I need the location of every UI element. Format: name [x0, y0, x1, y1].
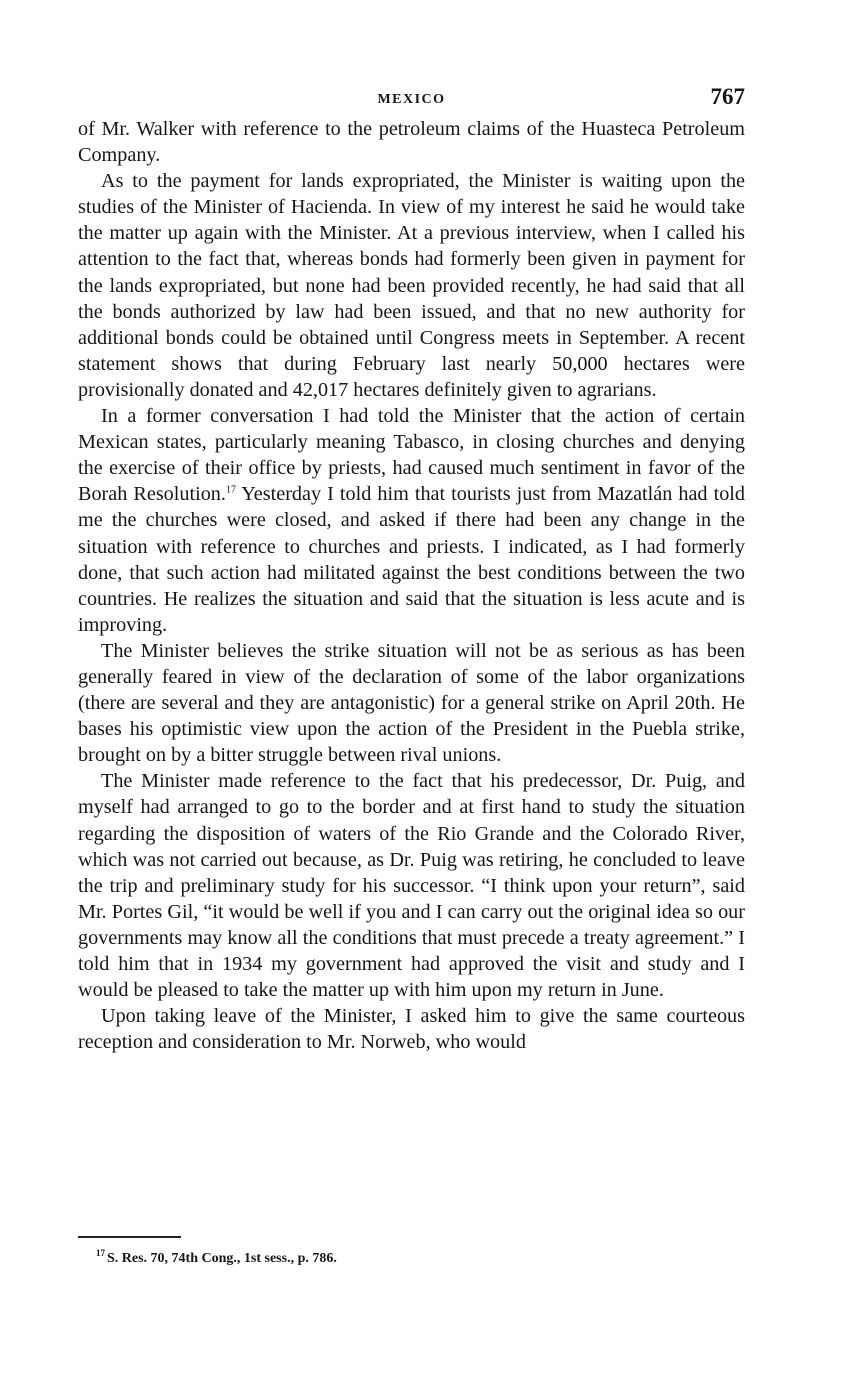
- page-number: 767: [710, 84, 745, 109]
- running-header: [78, 82, 745, 116]
- footnote-reference: 17: [225, 484, 236, 496]
- body-text: [78, 116, 745, 1055]
- running-title: MEXICO: [377, 92, 446, 107]
- footnote: [96, 1250, 337, 1268]
- paragraph-taking-leave: Upon taking leave of the Minister, I asked him to give the same courteous reception and consideration to Mr. Norweb, who would: [78, 1005, 745, 1054]
- paragraph-border-waters: The Minister made reference to the fact that his predecessor, Dr. Puig, and myself had arranged to go to the border and at first hand to study the situation regarding the disposition of waters of the Rio Grande and the Colorado River, which was not carried out because, as Dr. Puig was retiring, he concluded to leave the trip and preliminary study for his successor. “I think upon your return”, said Mr. Portes Gil, “it would be well if you and I can carry out the original idea so our governments may know all the conditions that must precede a treaty agreement.” I told him that in 1934 my government had approved the visit and study and I would be pleased to take the matter up with him upon my return in June.: [78, 770, 745, 1002]
- paragraph-continuation: of Mr. Walker with reference to the petroleum claims of the Huasteca Petroleum Company.: [78, 118, 745, 167]
- paragraph-strike-situation: The Minister believes the strike situation will not be as serious as has been generally feared in view of the declaration of some of the labor organizations (there are several and they are antagonistic) for a general strike on April 20th. He bases his optimistic view upon the action of the President in the Puebla strike, brought on by a bitter struggle between rival unions.: [78, 639, 745, 767]
- footnote-divider: [78, 1236, 181, 1238]
- paragraph-churches: [78, 403, 745, 638]
- paragraph-lands-expropriated: As to the payment for lands expropriated, the Minister is waiting upon the studies of the Minister of Hacienda. In view of my interest he said he would take the matter up again with the Minister. At a previous interview, when I called his attention to the fact that, whereas bonds had formerly been given in payment for the lands expropriated, but none had been provided recently, he had said that all the bonds authorized by law had been issued, and that no new authority for additional bonds could be obtained until Congress meets in September. A recent statement shows that during February last nearly 50,000 hectares were provisionally donated and 42,017 hectares definitely given to agrarians.: [78, 170, 745, 401]
- footnote-text: S. Res. 70, 74th Cong., 1st sess., p. 786.: [107, 1251, 337, 1266]
- paragraph-churches-part-2: Yesterday I told him that tourists just from Mazatlán had told me the churches were closed, and asked if there had been any change in the situation with reference to churches and priests. I indicated, as I had formerly done, that such action had militated against the best conditions between the two countries. He realizes the situation and said that the situation is less acute and is improving.: [78, 483, 745, 636]
- footnote-number: 17: [96, 1248, 105, 1259]
- paragraph-churches-part-1: In a former conversation I had told the Minister that the action of certain Mexican states, particularly meaning Tabasco, in closing churches and denying the exercise of their office by priests, had caused much sentiment in favor of the Borah Resolution.: [78, 405, 745, 506]
- document-page: [78, 82, 745, 1055]
